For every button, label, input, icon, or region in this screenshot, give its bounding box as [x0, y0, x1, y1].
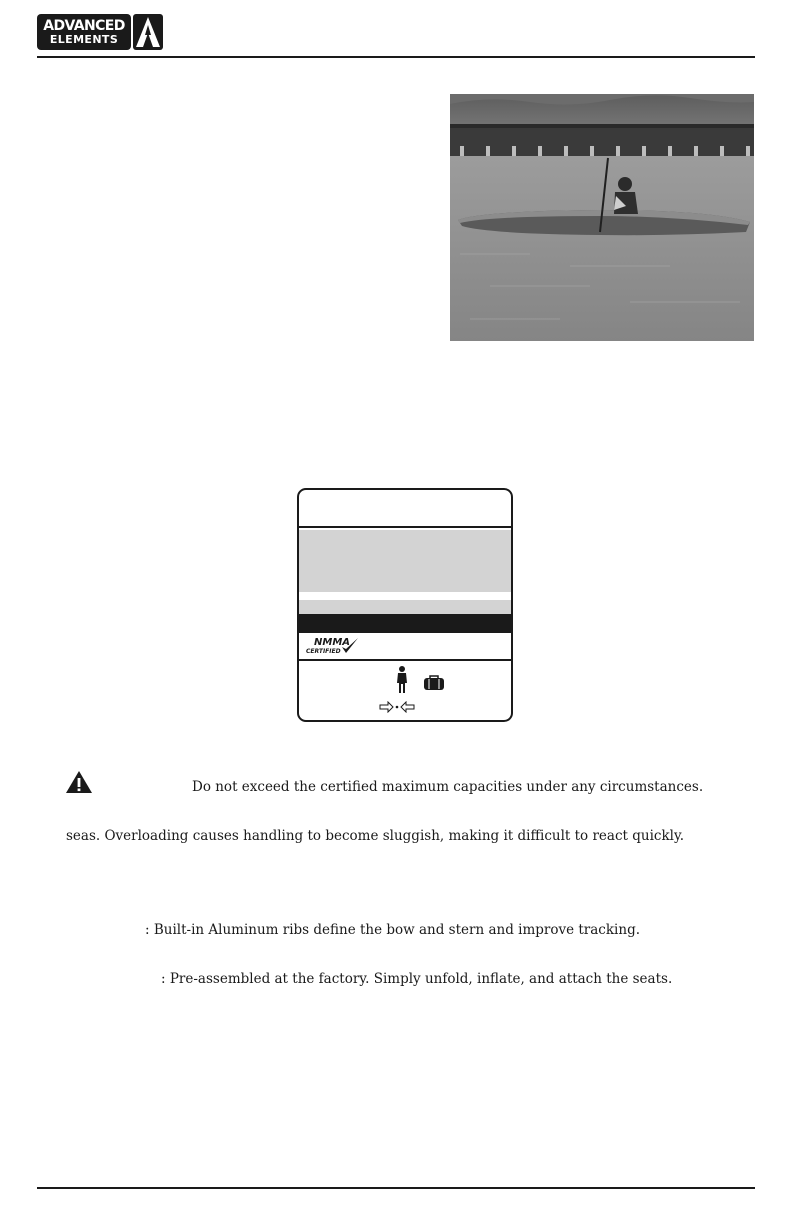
setup-text: : Pre-assembled at the factory. Simply unfold, inflate, and attach the seats.: [161, 971, 673, 987]
capacity-label-header: [299, 490, 511, 528]
arrows-icon: [379, 701, 415, 713]
advanced-elements-logo: [37, 14, 163, 50]
nmma-certified-icon: [304, 635, 360, 657]
header-divider: [37, 56, 755, 58]
logo-text-elements: ELEMENTS: [49, 32, 119, 46]
kayak-photo-illustration: [450, 94, 754, 341]
footer-divider: [37, 1187, 755, 1189]
capacity-label: [297, 488, 513, 722]
logo-wordmark: [37, 14, 131, 50]
warning-triangle-icon: [65, 770, 93, 794]
person-icon: [395, 666, 409, 694]
capacity-label-black-band: [299, 614, 511, 633]
aluminum-ribs-text: : Built-in Aluminum ribs define the bow and stern and improve tracking.: [145, 922, 640, 938]
capacity-label-shaded-strip: [299, 600, 511, 614]
svg-text:CERTIFIED: CERTIFIED: [306, 648, 341, 655]
overloading-text: seas. Overloading causes handling to become sluggish, making it difficult to react quickly.: [66, 828, 685, 844]
warning-text: Do not exceed the certified maximum capacities under any circumstances.: [192, 779, 704, 795]
logo-text-advanced: ADVANCED: [43, 17, 125, 34]
capacity-label-shaded-panel: [299, 530, 511, 592]
logo-a-mark-icon: [133, 14, 163, 50]
kayak-photo: [450, 94, 754, 341]
svg-text:NMMA: NMMA: [314, 637, 351, 648]
luggage-icon: [423, 675, 445, 691]
